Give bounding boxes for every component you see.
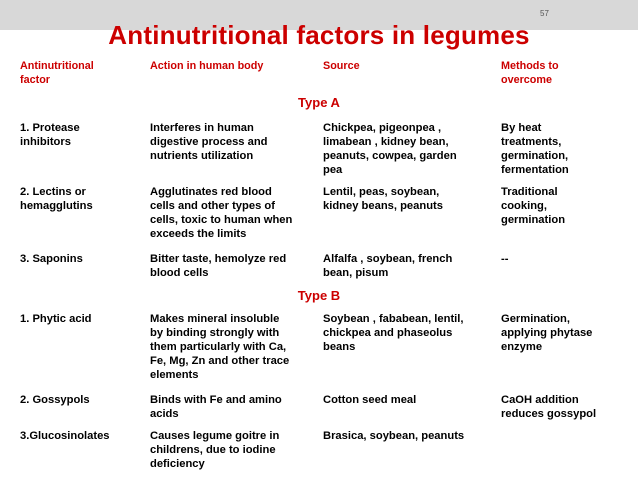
method-cell: Germination, applying phytase enzyme	[501, 313, 593, 353]
source-cell: Cotton seed meal	[323, 394, 417, 406]
source-cell: Brasica, soybean, peanuts	[323, 430, 465, 442]
header-factor: Antinutritional factor	[20, 60, 94, 86]
header-source: Source	[323, 60, 360, 72]
slide-number: 57	[540, 9, 549, 18]
header-action: Action in human body	[150, 60, 264, 72]
action-cell: Bitter taste, hemolyze red blood cells	[150, 253, 287, 279]
method-cell: Traditional cooking, germination	[501, 186, 566, 226]
action-cell: Binds with Fe and amino acids	[150, 394, 282, 420]
header-methods: Methods to overcome	[501, 60, 559, 86]
source-cell: Chickpea, pigeonpea , limabean , kidney bean, peanuts, cowpea, garden pea	[323, 122, 457, 176]
factor-cell: 1. Phytic acid	[20, 313, 92, 325]
factor-cell: 1. Protease inhibitors	[20, 122, 80, 148]
slide-title: Antinutritional factors in legumes	[108, 20, 530, 50]
type-b-label: Type B	[297, 288, 341, 303]
factor-cell: 2. Gossypols	[20, 394, 90, 406]
factor-cell: 3.Glucosinolates	[20, 430, 110, 442]
action-cell: Causes legume goitre in childrens, due to iodine deficiency	[150, 430, 280, 470]
method-cell: By heat treatments, germination, fermentation	[501, 122, 569, 176]
factor-cell: 3. Saponins	[20, 253, 83, 265]
source-cell: Soybean , fababean, lentil, chickpea and phaseolus beans	[323, 313, 464, 353]
method-cell: CaOH addition reduces gossypol	[501, 394, 597, 420]
method-cell: --	[501, 253, 509, 265]
action-cell: Agglutinates red blood cells and other types of cells, toxic to human when exceeds the limits	[150, 186, 293, 240]
type-a-label: Type A	[298, 95, 340, 110]
source-cell: Alfalfa , soybean, french bean, pisum	[323, 253, 453, 279]
action-cell: Interferes in human digestive process and nutrients utilization	[150, 122, 268, 162]
factor-cell: 2. Lectins or hemagglutins	[20, 186, 93, 212]
action-cell: Makes mineral insoluble by binding strongly with them particularly with Ca, Fe, Mg, Zn and other trace elements	[150, 313, 290, 381]
source-cell: Lentil, peas, soybean, kidney beans, peanuts	[323, 186, 443, 212]
